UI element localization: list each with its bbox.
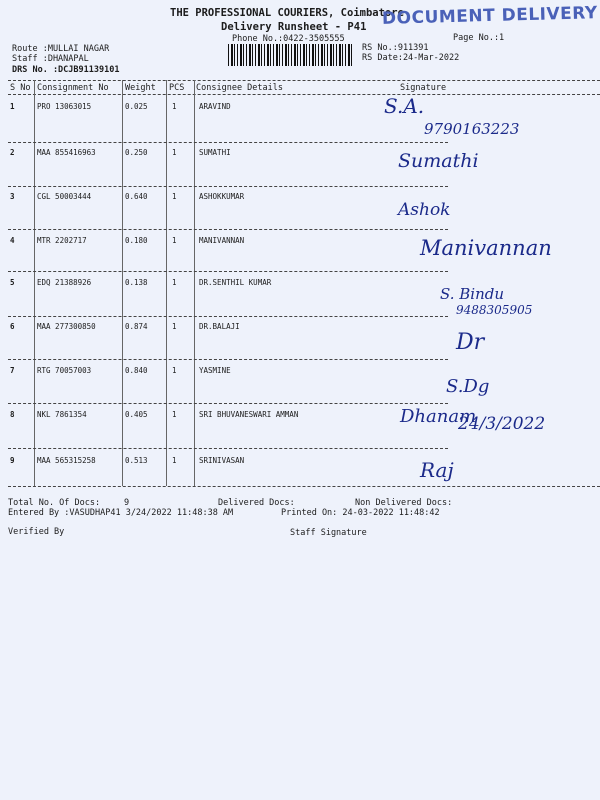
- row-consignee: DR.BALAJI: [199, 322, 240, 331]
- row-sno: 1: [10, 102, 15, 111]
- row-signature: Manivannan: [420, 236, 552, 260]
- row-consignment: MAA 855416963: [37, 148, 96, 157]
- row-signature: Raj: [420, 458, 454, 482]
- row-consignee: SUMATHI: [199, 148, 231, 157]
- row-signature: Sumathi: [398, 150, 479, 172]
- row-consignment: EDQ 21388926: [37, 278, 92, 287]
- row-consignee: YASMINE: [199, 366, 231, 375]
- row-weight: 0.180: [125, 236, 148, 245]
- entered-by: Entered By :VASUDHAP41 3/24/2022 11:48:38 AM: [8, 508, 234, 518]
- row-consignment: MTR 2202717: [37, 236, 87, 245]
- row-consignee: DR.SENTHIL KUMAR: [199, 278, 272, 287]
- row-weight: 0.874: [125, 322, 148, 331]
- row-weight: 0.138: [125, 278, 148, 287]
- row-rule: [8, 271, 448, 272]
- row-rule: [8, 142, 448, 143]
- row-signature-date: 24/3/2022: [458, 414, 546, 434]
- col-consignee: Consignee Details: [196, 83, 283, 93]
- row-consignee: SRINIVASAN: [199, 456, 245, 465]
- rs-number: RS No.:911391: [362, 43, 429, 53]
- row-signature-phone: 9488305905: [456, 303, 533, 317]
- row-pcs: 1: [172, 366, 177, 375]
- col-sno: S No: [10, 83, 31, 93]
- verified-by: Verified By: [8, 527, 65, 537]
- row-signature: S.A.: [384, 94, 425, 118]
- row-rule: [8, 403, 448, 404]
- table-bottom-rule: [8, 486, 600, 487]
- column-divider: [34, 80, 35, 486]
- column-divider: [194, 80, 195, 486]
- row-sno: 4: [10, 236, 15, 245]
- route: Route :MULLAI NAGAR: [12, 44, 110, 54]
- table-header-rule: [8, 94, 600, 95]
- row-pcs: 1: [172, 410, 177, 419]
- row-consignment: PRO 13063015: [37, 102, 92, 111]
- row-signature-phone: 9790163223: [424, 120, 520, 138]
- row-pcs: 1: [172, 322, 177, 331]
- column-divider: [122, 80, 123, 486]
- row-sno: 3: [10, 192, 15, 201]
- table-top-rule: [8, 80, 600, 81]
- row-weight: 0.840: [125, 366, 148, 375]
- printed-on: Printed On: 24-03-2022 11:48:42: [281, 508, 440, 518]
- row-weight: 0.513: [125, 456, 148, 465]
- drs-number: DRS No. :DCJB91139101: [12, 65, 120, 75]
- row-sno: 7: [10, 366, 15, 375]
- row-pcs: 1: [172, 456, 177, 465]
- non-delivered-docs-label: Non Delivered Docs:: [355, 498, 453, 508]
- row-consignment: MAA 277300850: [37, 322, 96, 331]
- row-sno: 5: [10, 278, 15, 287]
- staff: Staff :DHANAPAL: [12, 54, 89, 64]
- row-signature: Ashok: [398, 200, 451, 220]
- row-rule: [8, 359, 448, 360]
- delivered-docs-label: Delivered Docs:: [218, 498, 295, 508]
- rs-date: RS Date:24-Mar-2022: [362, 53, 460, 63]
- row-pcs: 1: [172, 278, 177, 287]
- col-signature: Signature: [400, 83, 447, 93]
- row-rule: [8, 448, 448, 449]
- col-weight: Weight: [125, 83, 156, 93]
- row-pcs: 1: [172, 148, 177, 157]
- row-consignment: MAA 565315258: [37, 456, 96, 465]
- barcode: [228, 44, 354, 66]
- row-pcs: 1: [172, 192, 177, 201]
- row-rule: [8, 229, 448, 230]
- row-sno: 2: [10, 148, 15, 157]
- row-weight: 0.025: [125, 102, 148, 111]
- row-consignment: NKL 7861354: [37, 410, 87, 419]
- row-pcs: 1: [172, 236, 177, 245]
- row-sno: 9: [10, 456, 15, 465]
- row-signature: S. Bindu: [440, 285, 505, 303]
- runsheet-title: Delivery Runsheet - P41: [221, 21, 367, 33]
- row-signature: Dhanam: [400, 406, 477, 427]
- row-consignment: RTG 70057003: [37, 366, 92, 375]
- row-sno: 8: [10, 410, 15, 419]
- staff-signature: Staff Signature: [290, 528, 367, 538]
- row-rule: [8, 316, 448, 317]
- row-consignee: ARAVIND: [199, 102, 231, 111]
- phone-number: Phone No.:0422-3505555: [232, 34, 345, 44]
- row-consignee: ASHOKKUMAR: [199, 192, 245, 201]
- row-consignee: SRI BHUVANESWARI AMMAN: [199, 410, 299, 419]
- col-consignment: Consignment No: [37, 83, 109, 93]
- total-docs-label: Total No. Of Docs:: [8, 498, 101, 508]
- document-delivery-stamp: DOCUMENT DELIVERY: [381, 3, 598, 29]
- row-consignee: MANIVANNAN: [199, 236, 245, 245]
- row-pcs: 1: [172, 102, 177, 111]
- row-signature: Dr: [456, 330, 485, 355]
- col-pcs: PCS: [169, 83, 185, 93]
- row-consignment: CGL 50003444: [37, 192, 92, 201]
- total-docs-value: 9: [124, 498, 130, 508]
- row-sno: 6: [10, 322, 15, 331]
- row-weight: 0.405: [125, 410, 148, 419]
- company-title: THE PROFESSIONAL COURIERS, Coimbatore: [170, 7, 404, 19]
- row-weight: 0.250: [125, 148, 148, 157]
- page-number: Page No.:1: [453, 33, 505, 43]
- row-rule: [8, 186, 448, 187]
- row-signature: S.Dg: [446, 376, 490, 397]
- column-divider: [166, 80, 167, 486]
- row-weight: 0.640: [125, 192, 148, 201]
